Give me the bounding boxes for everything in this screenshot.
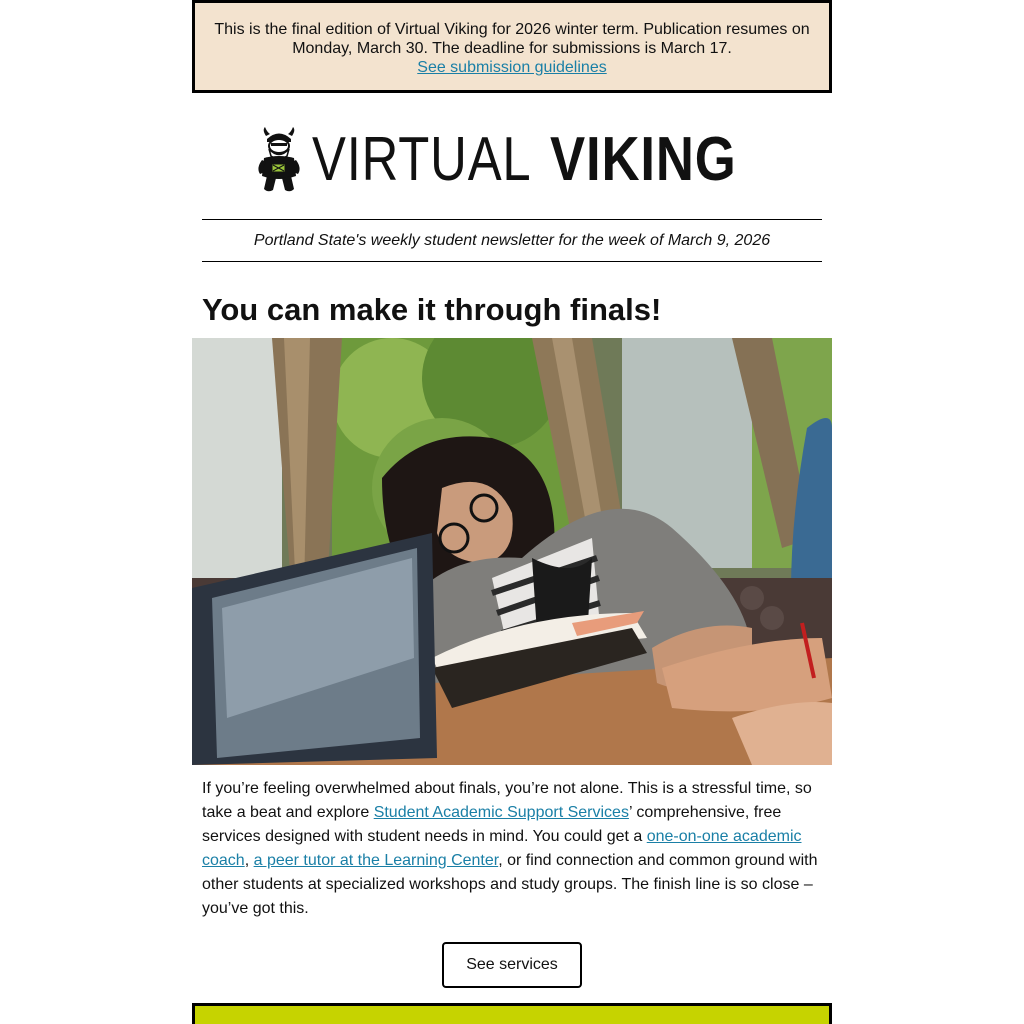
virtual-viking-wordmark xyxy=(312,125,769,194)
article-text-4: , or find connection and common ground with other students at specialized workshops and study groups. The finish line is so close – you’ve got this. xyxy=(202,852,818,917)
peer-tutor-link[interactable]: a peer tutor at the Learning Center xyxy=(253,852,499,869)
article-body xyxy=(202,777,822,921)
notice-line-2: Monday, March 30. The deadline for submissions is March 17. xyxy=(292,40,732,57)
see-services-button[interactable]: See services xyxy=(442,942,582,988)
viking-mascot-logo xyxy=(254,126,304,194)
student-academic-support-link[interactable]: Student Academic Support Services xyxy=(373,804,629,821)
academic-coach-link[interactable]: one-on-one academic coach xyxy=(202,828,802,869)
newsletter xyxy=(192,0,832,1024)
article-title: You can make it through finals! xyxy=(202,292,662,327)
article-text-2: ’ comprehensive, free services designed with student needs in mind. You could get a xyxy=(202,804,782,845)
notice-line-1: This is the final edition of Virtual Viking for 2026 winter term. Publication resumes on xyxy=(214,21,810,38)
article-text-1: If you’re feeling overwhelmed about finals, you’re not alone. This is a stressful time, so take a beat and explore xyxy=(202,780,812,821)
masthead[interactable] xyxy=(192,93,832,219)
submission-guidelines-link[interactable]: See submission guidelines xyxy=(417,59,607,76)
next-section-banner xyxy=(192,1003,832,1024)
wordmark-virtual: VIRTUAL xyxy=(312,125,532,194)
button-row xyxy=(192,942,832,988)
wordmark-viking: VIKING xyxy=(550,125,737,194)
article-text-3: , xyxy=(244,852,254,869)
notice-banner xyxy=(192,0,832,93)
tagline: Portland State's weekly student newsletter for the week of March 9, 2026 xyxy=(202,219,822,262)
student-studying-photo xyxy=(192,338,832,765)
